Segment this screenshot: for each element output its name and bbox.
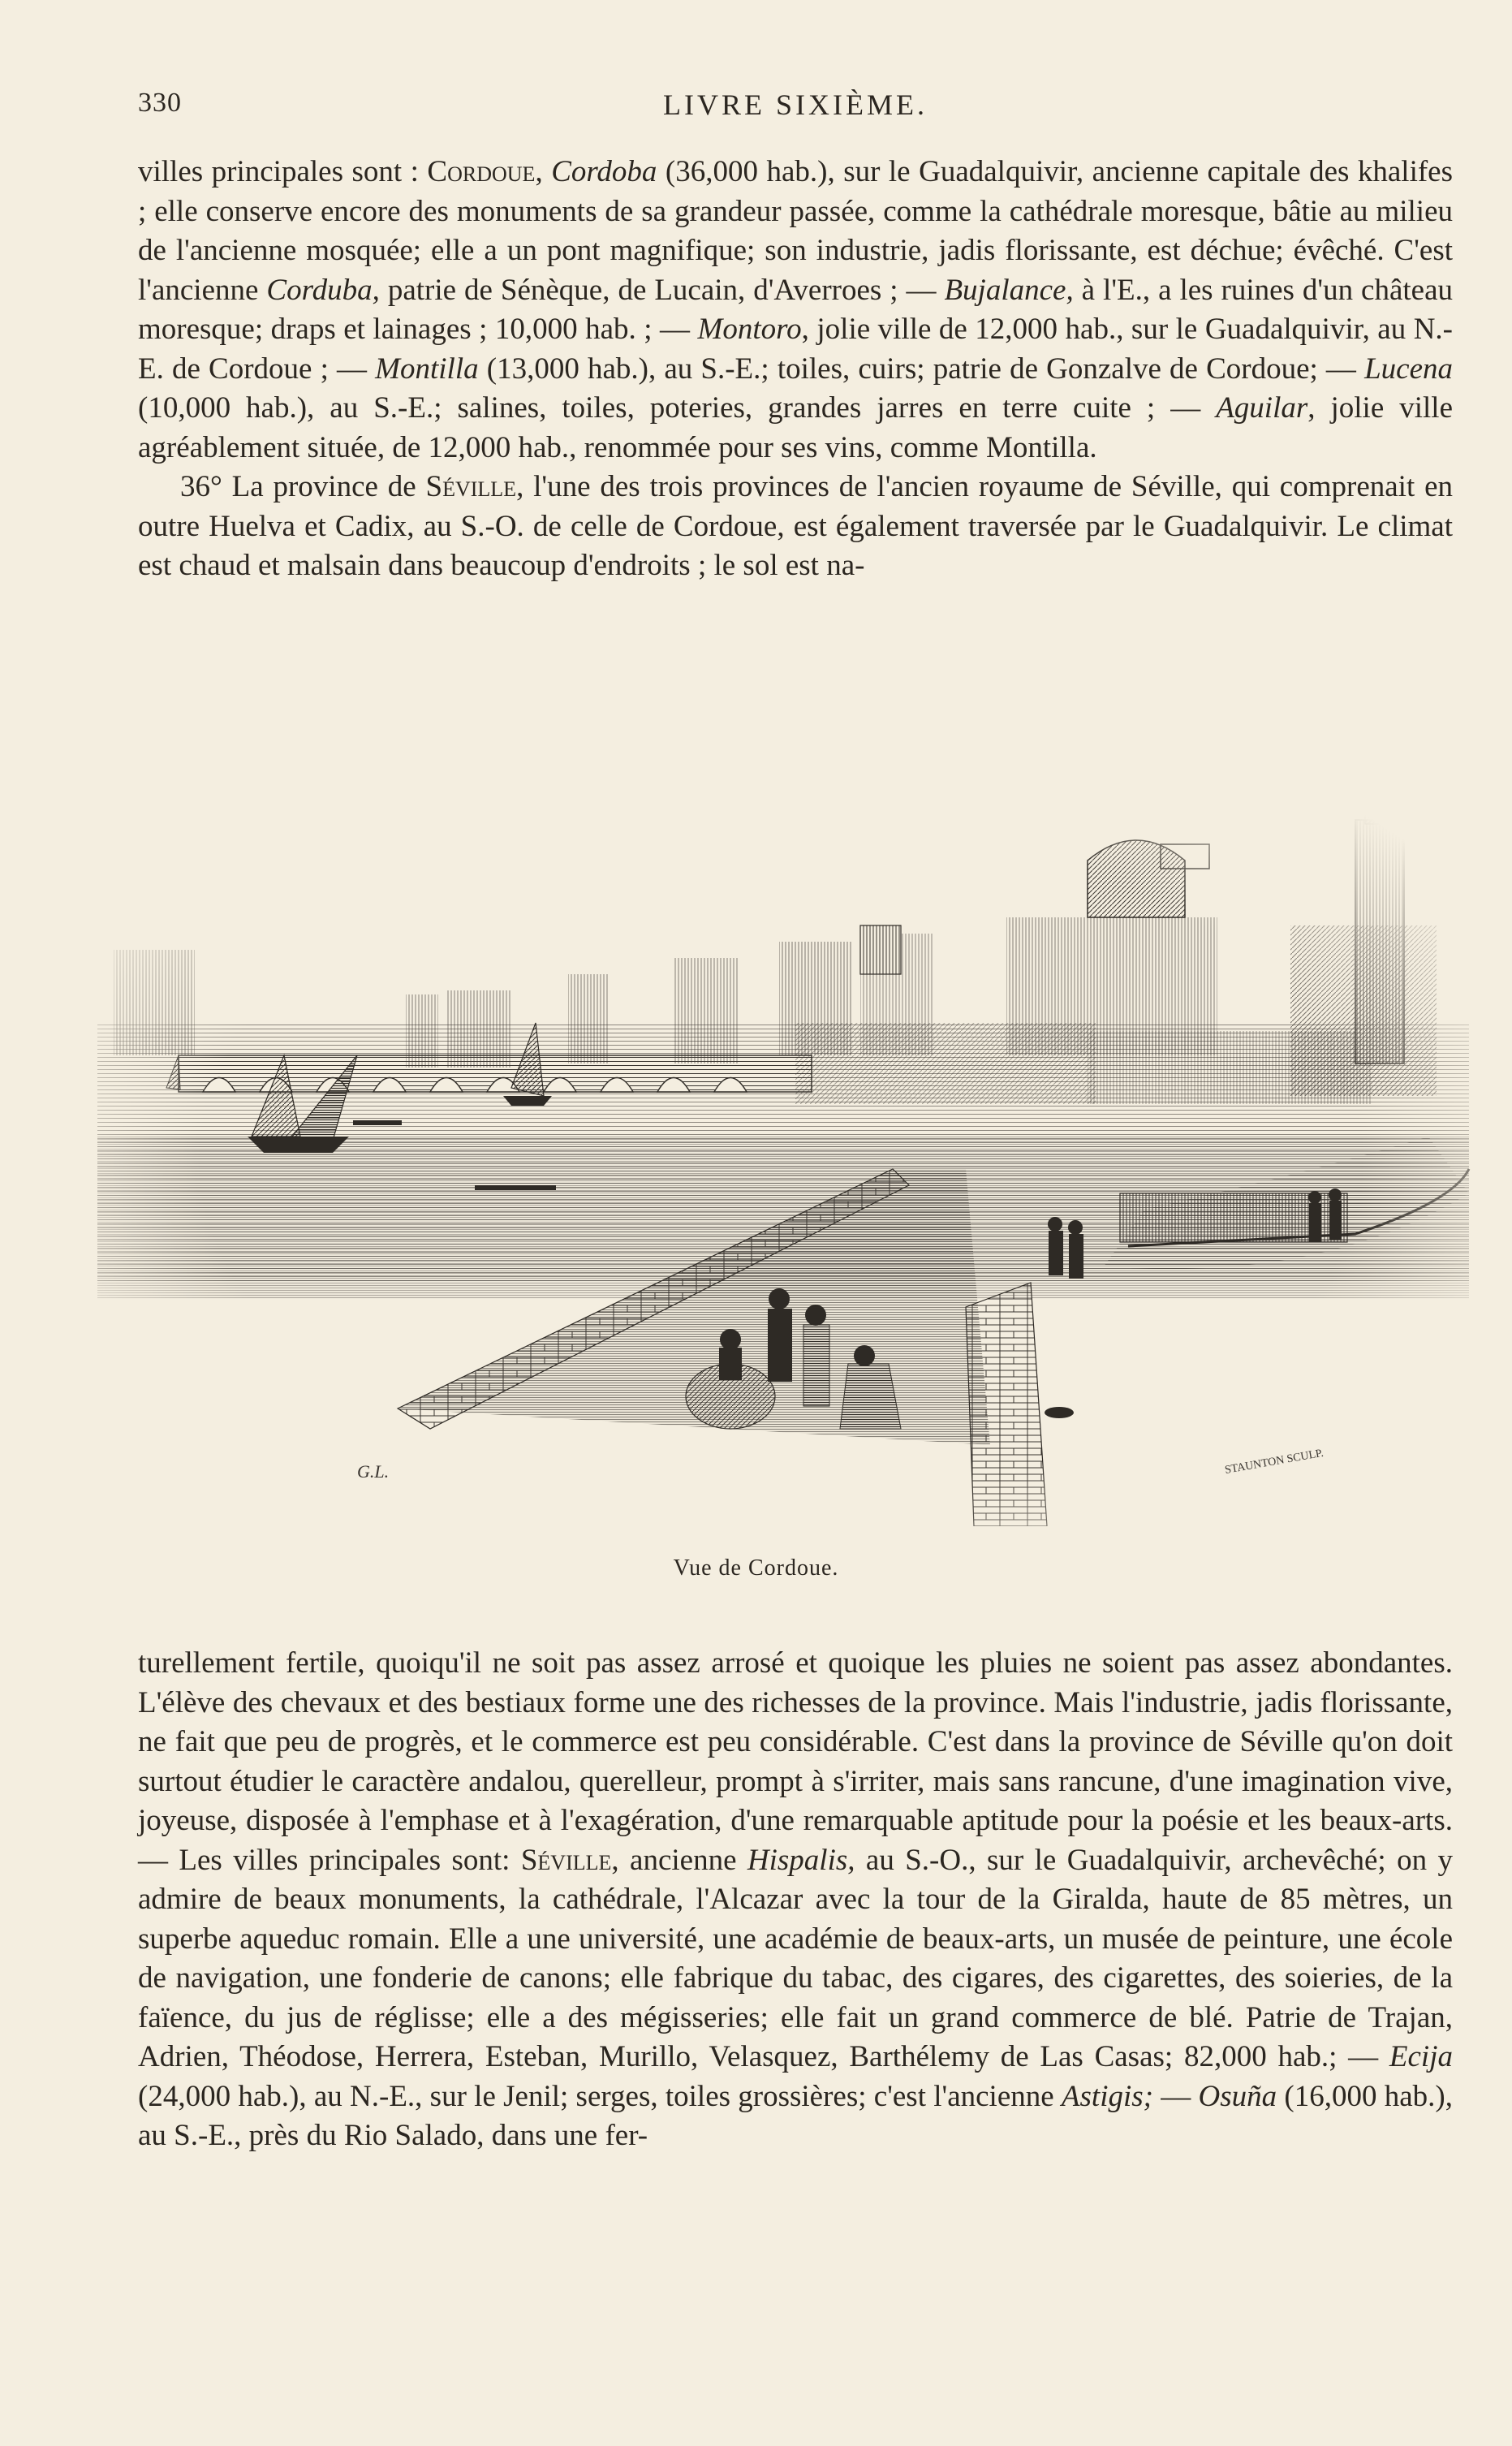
paragraph-cordoue <box>138 153 1453 468</box>
text-run: , ancienne <box>611 1843 747 1877</box>
page-number: 330 <box>138 88 182 118</box>
text-run: (36,000 hab.), sur le Guadalquivir, ancienne capitale des khalifes ; elle conserve encore des monuments de sa grandeur passée, comme la cathédrale moresque, bâtie au milieu de l'ancienne mosquée; elle a un pont magnifique; son industrie, jadis florissante, est déchue; évêché. C'est l'ancienne <box>138 155 1454 307</box>
text-run: , l'une des trois provinces de l'ancien royaume de Séville, qui comprenait en outre Huelva et Cadix, au S.-O. de celle de Cordoue, est également traversée par le Guadalquivir. Le climat est chaud et malsain dans beaucoup d'endroits ; le sol est na- <box>138 470 1453 582</box>
engraving-illustration <box>89 714 1473 1526</box>
city-name: Montoro <box>697 313 802 346</box>
city-name: Ecija <box>1389 2040 1453 2073</box>
running-head: LIVRE SIXIÈME. <box>663 88 928 121</box>
paragraph-seville-continued <box>138 1644 1453 2156</box>
text-run: patrie de Sénèque, de Lucain, d'Averroes ; — <box>379 273 945 307</box>
ancient-name: Hispalis, <box>747 1843 855 1877</box>
top-text-block <box>138 153 1453 586</box>
text-run: — <box>1152 2079 1199 2113</box>
figure-caption: Vue de Cordoue. <box>673 1555 839 1581</box>
text-run: (16,000 hab.), au S.-E., près du Rio Salado, dans une fer- <box>138 2079 1453 2152</box>
city-latin-name: Cordoba <box>551 155 657 188</box>
engraving-view-of-cordoue <box>89 714 1473 1526</box>
text-run: (13,000 hab.), au S.-E.; toiles, cuirs; patrie de Gonzalve de Cordoue; — <box>478 352 1365 386</box>
city-name: Lucena <box>1364 352 1454 386</box>
paragraph-seville <box>138 468 1453 586</box>
text-run: , <box>535 155 552 188</box>
bottom-text-block <box>138 1644 1453 2156</box>
page-header <box>138 88 1453 136</box>
city-name: Cordoue <box>427 155 536 188</box>
engraver-signature: STAUNTON SCULP. <box>1224 1447 1325 1477</box>
artist-signature: G.L. <box>357 1461 390 1482</box>
text-run: (24,000 hab.), au N.-E., sur le Jenil; serges, toiles grossières; c'est l'ancienne <box>138 2079 1062 2113</box>
text-run: à l'E., a les ruines d'un château moresque; draps et lainages ; 10,000 hab. ; — <box>138 273 1453 346</box>
city-name: Montilla <box>375 352 479 386</box>
text-run: , jolie ville de 12,000 hab., sur le Guadalquivir, au N.-E. de Cordoue ; — <box>138 313 1453 386</box>
text-run: , jolie ville agréablement située, de 12,000 hab., renommée pour ses vins, comme Montilla. <box>138 391 1453 464</box>
city-name: Osuña <box>1198 2079 1277 2113</box>
text-run: villes principales sont : <box>138 155 428 188</box>
city-name: Séville <box>520 1843 612 1877</box>
text-run: (10,000 hab.), au S.-E.; salines, toiles, poteries, grandes jarres en terre cuite ; — <box>138 391 1217 425</box>
city-name: Bujalance, <box>944 273 1074 307</box>
ancient-name: Astigis; <box>1061 2079 1153 2113</box>
text-run: turellement fertile, quoiqu'il ne soit pas assez arrosé et quoique les pluies ne soient pas assez abondantes. L'élève des chevaux et des bestiaux forme une des richesses de la province. Mais l'industrie, jadis florissante, ne fait que peu de progrès, et le commerce est peu considérable. C'est dans la province de Séville qu'on doit surtout étudier le caractère andalou, querelleur, prompt à s'irriter, mais sans rancune, d'une imagination vive, joyeuse, disposée à l'emphase et à l'exagération, d'une remarquable aptitude pour la poésie et les beaux-arts. — Les villes principales sont: <box>138 1646 1453 1877</box>
city-name: Aguilar <box>1216 391 1308 425</box>
text-run: au S.-O., sur le Guadalquivir, archevêché; on y admire de beaux monuments, la cathédrale, l'Alcazar avec la tour de la Giralda, haute de 85 mètres, un superbe aqueduc romain. Elle a une université, une académie de beaux-arts, un musée de peinture, une école de navigation, une fonderie de canons; elle fabrique du tabac, des cigares, des cigarettes, des soieries, de la faïence, du jus de réglisse; elle a des mégisseries; elle fait un grand commerce de blé. Patrie de Trajan, Adrien, Théodose, Herrera, Esteban, Murillo, Velasquez, Barthélemy de Las Casas; 82,000 hab.; — <box>138 1843 1454 2073</box>
ancient-name: Corduba, <box>266 273 380 307</box>
text-run: 36° La province de <box>180 470 426 503</box>
province-name: Séville <box>425 470 517 503</box>
